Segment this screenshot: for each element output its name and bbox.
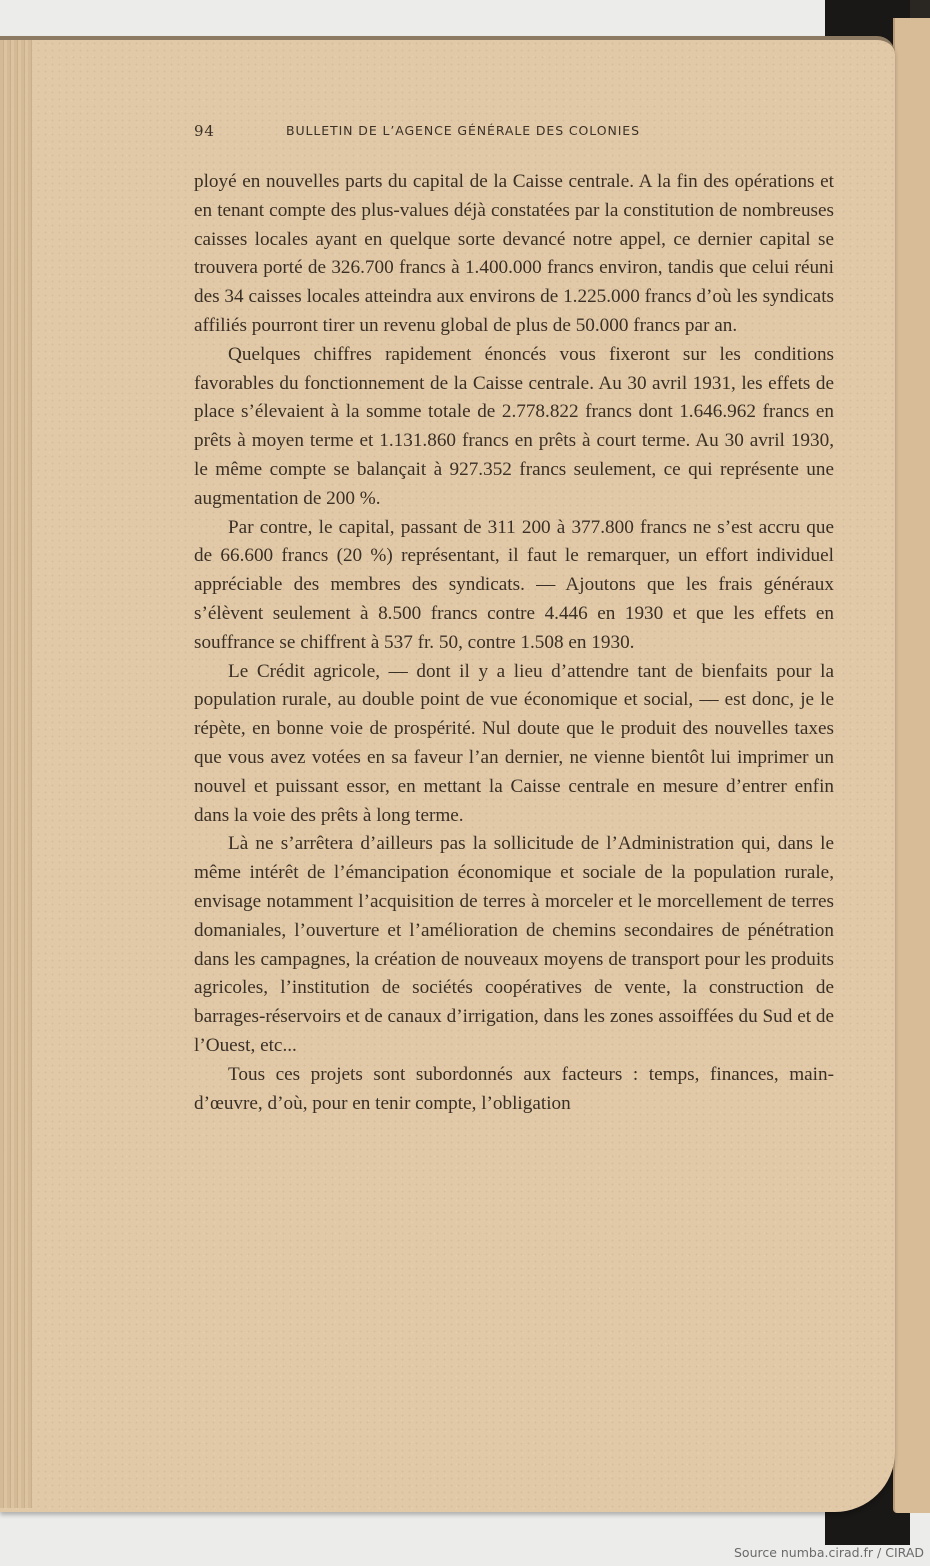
paragraph: ployé en nouvelles parts du capital de la Caisse centrale. A la fin des opérations et en tenant compte des plus-values déjà constatées par la constitution de nombreuses caisses locales ayant en quelque sorte devancé notre appel, ce dernier capital se trouvera porté de 326.700 francs à 1.400.000 francs environ, tandis que celui réuni des 34 caisses locales atteindra aux environs de 1.225.000 francs d’où les syndicats affiliés pourront tirer un revenu global de plus de 50.000 francs par an. bbox=[194, 171, 834, 336]
facing-page-edge bbox=[893, 18, 930, 1513]
paragraph: Par contre, le capital, passant de 311 200 à 377.800 francs ne s’est accru que de 66.600 francs (20 %) représentant, il faut le remarquer, un effort individuel appréciable des membres des syndicats. — Ajoutons que les frais généraux s’élèvent seulement à 8.500 francs contre 4.446 en 1930 et que les effets en souffrance se chiffrent à 537 fr. 50, contre 1.508 en 1930. bbox=[194, 516, 834, 653]
page-number: 94 bbox=[194, 122, 215, 140]
running-header bbox=[194, 122, 834, 142]
running-title: BULLETIN DE L’AGENCE GÉNÉRALE DES COLONIES bbox=[286, 123, 640, 138]
paragraph: Tous ces projets sont subordonnés aux facteurs : temps, finances, main-d’œuvre, d’où, pour en tenir compte, l’obligation bbox=[194, 1063, 834, 1114]
page-stack-edges bbox=[0, 40, 32, 1508]
source-credit: Source numba.cirad.fr / CIRAD bbox=[733, 1545, 924, 1560]
paragraph: Là ne s’arrêtera d’ailleurs pas la sollicitude de l’Administration qui, dans le même intérêt de l’émancipation économique et sociale de la population rurale, envisage notamment l’acquisition de terres à morceler et le morcellement de terres domaniales, l’ouverture et l’amélioration de chemins secondaires de pénétration dans les campagnes, la création de nouveaux moyens de transport pour les produits agricoles, l’institution de sociétés coopératives de vente, la construction de barrages-réservoirs et de canaux d’irrigation, dans les zones assoiffées du Sud et de l’Ouest, etc... bbox=[194, 833, 834, 1056]
paragraph: Quelques chiffres rapidement énoncés vous fixeront sur les conditions favorables du fonctionnement de la Caisse centrale. Au 30 avril 1931, les effets de place s’élevaient à la somme totale de 2.778.822 francs dont 1.646.962 francs en prêts à moyen terme et 1.131.860 francs en prêts à court terme. Au 30 avril 1930, le même compte se balançait à 927.352 francs seulement, ce qui représente une augmentation de 200 %. bbox=[194, 343, 834, 509]
body-text bbox=[194, 168, 834, 1118]
paragraph: Le Crédit agricole, — dont il y a lieu d’attendre tant de bienfaits pour la population rurale, au double point de vue économique et social, — est donc, je le répète, en bonne voie de prospérité. Nul doute que le produit des nouvelles taxes que vous avez votées en sa faveur l’an dernier, ne vienne bientôt lui imprimer un nouvel et puissant essor, en mettant la Caisse centrale en mesure d’entrer enfin dans la voie des prêts à long terme. bbox=[194, 660, 834, 826]
